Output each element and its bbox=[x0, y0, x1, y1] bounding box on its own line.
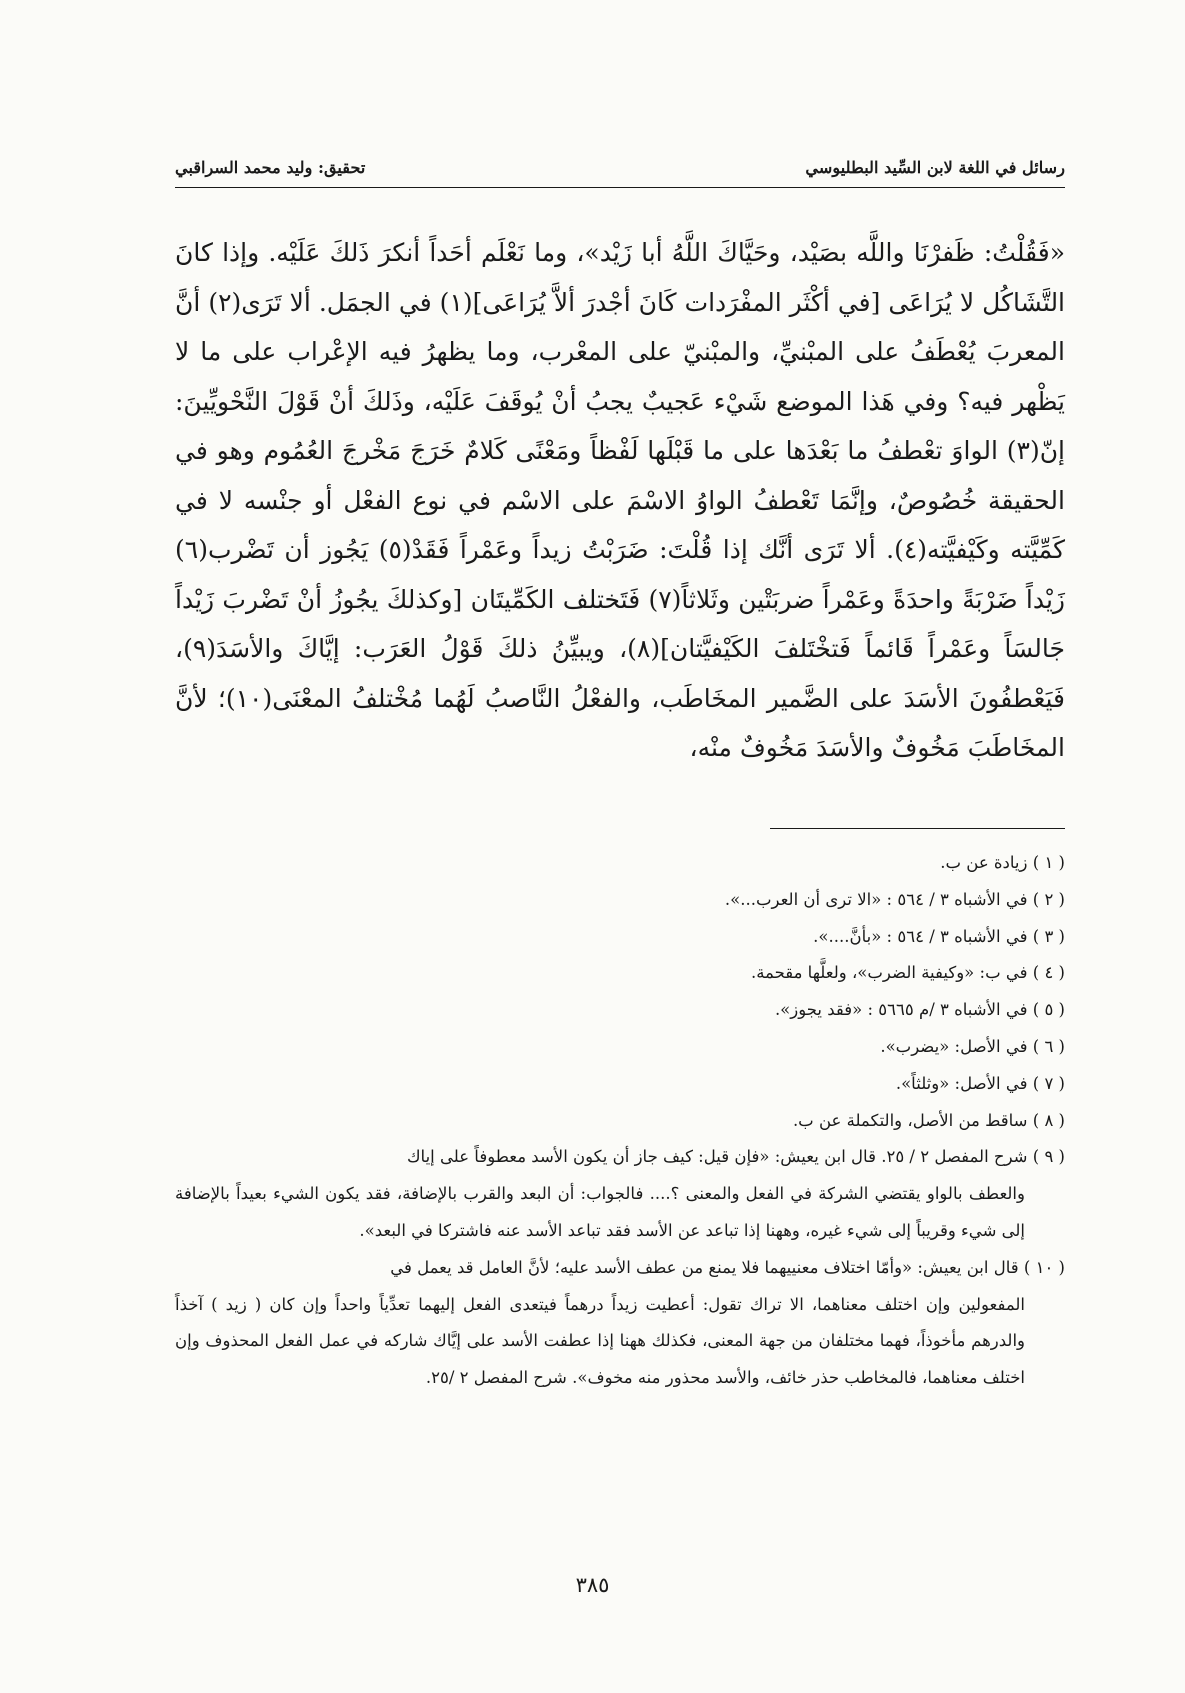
main-paragraph: «فَقُلْتُ: ظَفرْنَا واللَّه بصَيْد، وحَيَّاكَ اللَّهُ أبا زَيْد»، وما نَعْلَم أحَداً أنكرَ ذَلكَ عَلَيْه. وإذا كانَ التَّشَاكُل لا يُرَاعَى [في أكْثَر المفْرَدات كَانَ أجْدرَ ألاَّ يُرَاعَى](١) في الجمَل. ألا تَرَى(٢) أنَّ المعربَ يُعْطَفُ على المبْنيِّ، والمبْنيّ على المعْرب، وما يظهرُ فيه الإعْراب على ما لا يَظْهر فيه؟ وفي هَذا الموضع شَيْء عَجيبٌ يجبُ أنْ يُوقَفَ عَلَيْه، وذَلكَ أنْ قَوْلَ النَّحْويِّينَ: إنّ(٣) الواوَ تعْطفُ ما بَعْدَها على ما قَبْلَها لَفْظاً ومَعْنًى كَلامٌ خَرَجَ مَخْرجَ العُمُوم وهو في الحقيقة خُصُوصٌ، وإنَّمَا تَعْطفُ الواوُ الاسْمَ على الاسْم في نوع الفعْل أو جنْسه لا في كَمِّيَّته وكَيْفيَّته(٤). ألا تَرَى أنَّك إذا قُلْتَ: ضَرَبْتُ زيداً وعَمْراً فَقَدْ(٥) يَجُوز أن تَضْرب(٦) زَيْداً ضَرْبَةً واحدَةً وعَمْراً ضربَتْين وثَلاثاً(٧) فَتَختلف الكَمِّيتَان [وكذلكَ يجُوزُ أنْ تَضْربَ زَيْداً جَالسَاً وعَمْراً قَائماً فَتخْتَلفَ الكَيْفيَّتان](٨)، ويبيِّنُ ذلكَ قَوْلُ العَرَب: إيَّاكَ والأسَدَ(٩)، فَيَعْطفُونَ الأسَدَ على الضَّمير المخَاطَب، والفعْلُ النَّاصبُ لَهُما مُخْتلفُ المعْنَى(١٠)؛ لأنَّ المخَاطَبَ مَخُوفٌ والأسَدَ مَخُوفٌ منْه، bbox=[175, 238, 1066, 762]
footnote-number: ( ٣ ) bbox=[1032, 926, 1065, 946]
footnote-4 bbox=[175, 955, 1065, 992]
footnote-text: شرح المفصل ٢ / ٢٥. قال ابن يعيش: «فإن قيل: كيف جاز أن يكون الأسد معطوفاً على إياك bbox=[406, 1147, 1028, 1167]
footnote-7 bbox=[175, 1066, 1065, 1103]
main-text bbox=[175, 228, 1065, 773]
footnote-3 bbox=[175, 919, 1065, 956]
footnote-text: قال ابن يعيش: «وأمّا اختلاف معنييهما فلا يمنع من عطف الأسد عليه؛ لأنَّ العامل قد يعمل في bbox=[390, 1257, 1019, 1277]
footnote-text: في الأشباه ٣ /م ٥٦٦٥ : «فقد يجوز». bbox=[774, 1000, 1028, 1020]
footnote-number: ( ٤ ) bbox=[1032, 963, 1065, 983]
footnote-6 bbox=[175, 1029, 1065, 1066]
footnote-5 bbox=[175, 992, 1065, 1029]
footnote-text: في الأشباه ٣ / ٥٦٤ : «بأنَّ....». bbox=[813, 926, 1028, 946]
footnotes bbox=[175, 845, 1065, 1397]
footnote-text: في الأشباه ٣ / ٥٦٤ : «الا ترى أن العرب...». bbox=[724, 889, 1028, 909]
running-header bbox=[175, 158, 1065, 188]
footnote-number: ( ٧ ) bbox=[1032, 1073, 1065, 1093]
footnote-continuation: المفعولين وإن اختلف معناهما، الا تراك تقول: أعطيت زيداً درهماً فيتعدى الفعل إليهما تعدِّياً واحداً وإن كان ( زيد ) آخذاً والدرهم مأخوذاً، فهما مختلفان من جهة المعنى، فكذلك ههنا إذا عطفت الأسد على إيَّاك شاركه في عمل الفعل المحذوف وإن اختلف معناهما، فالمخاطب حذر خائف، والأسد محذور منه مخوف». شرح المفصل ٢ /٢٥. bbox=[175, 1294, 1025, 1388]
footnote-10 bbox=[175, 1250, 1065, 1397]
footnote-2 bbox=[175, 882, 1065, 919]
footnote-text: في ب: «وكيفية الضرب»، ولعلَّها مقحمة. bbox=[750, 963, 1028, 983]
footnote-number: ( ٥ ) bbox=[1032, 1000, 1065, 1020]
footnote-number: ( ٨ ) bbox=[1032, 1110, 1065, 1130]
footnote-1 bbox=[175, 845, 1065, 882]
footnote-text: في الأصل: «يضرب». bbox=[880, 1036, 1028, 1056]
page-number: ٣٨٥ bbox=[575, 1573, 610, 1597]
footnote-text: في الأصل: «وثلثاً». bbox=[895, 1073, 1028, 1093]
footnote-number: ( ٢ ) bbox=[1032, 889, 1065, 909]
footnote-continuation: والعطف بالواو يقتضي الشركة في الفعل والمعنى ؟.... فالجواب: أن البعد والقرب بالإضافة، فقد يكون الشيء بعيداً بالإضافة إلى شيء وقريباً إلى شيء غيره، وههنا إذا تباعد عن الأسد فقد تباعد الأسد عنه فاشتركا في البعد». bbox=[175, 1184, 1025, 1240]
footnote-separator bbox=[770, 828, 1065, 829]
footnote-8 bbox=[175, 1103, 1065, 1140]
footnote-9 bbox=[175, 1139, 1065, 1249]
footnote-number: ( ١٠ ) bbox=[1023, 1257, 1065, 1277]
header-editor: تحقيق: وليد محمد السراقبي bbox=[175, 158, 366, 177]
footnote-text: زيادة عن ب. bbox=[940, 853, 1028, 872]
header-book-title: رسائل في اللغة لابن السِّيد البطليوسي bbox=[805, 158, 1065, 177]
footnote-number: ( ٦ ) bbox=[1032, 1036, 1065, 1056]
footnote-number: ( ٩ ) bbox=[1032, 1147, 1065, 1167]
footnote-text: ساقط من الأصل، والتكملة عن ب. bbox=[792, 1110, 1028, 1130]
footnote-number: ( ١ ) bbox=[1032, 853, 1065, 872]
